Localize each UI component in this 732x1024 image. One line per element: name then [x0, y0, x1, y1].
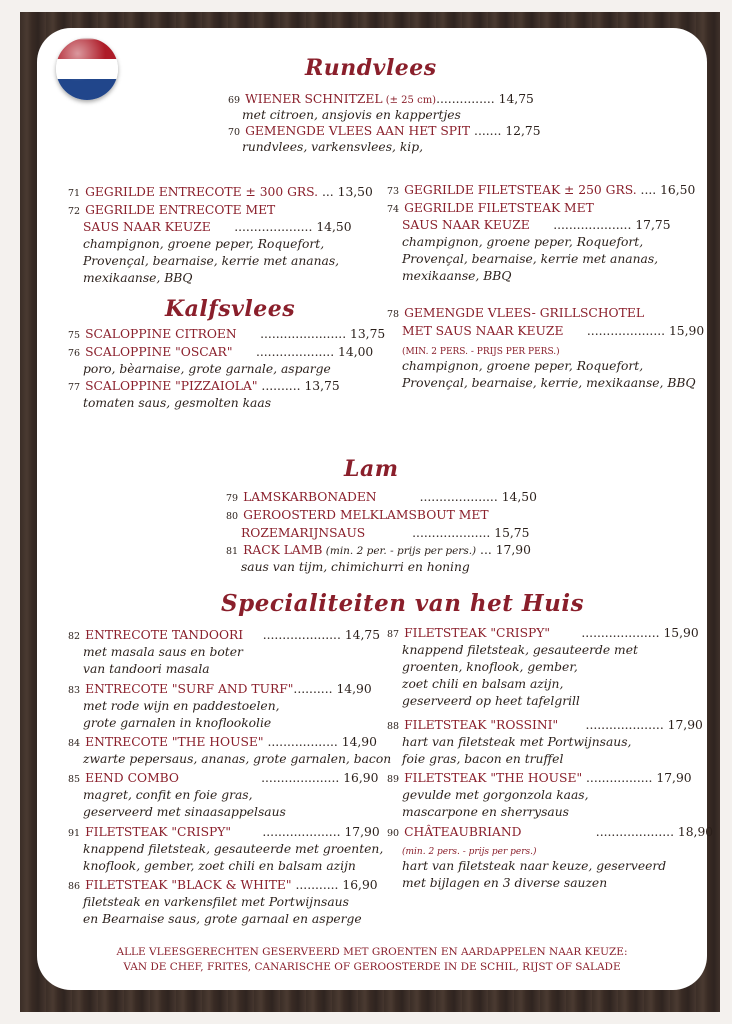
menu-item-88: 88 FILETSTEAK "ROSSINI" .................... 17,90 [387, 718, 703, 732]
section-title-specialiteiten: Specialiteiten van het Huis [221, 590, 585, 617]
section-title-lam: Lam [344, 456, 399, 482]
item-description: Provençal, bearnaise, kerrie met ananas, [402, 252, 659, 266]
item-description: foie gras, bacon en truffel [402, 752, 564, 766]
item-description: knappend filetsteak, gesauteerde met [402, 643, 638, 657]
item-description: rundvlees, varkensvlees, kip, [242, 140, 423, 154]
menu-item-87: 87 FILETSTEAK "CRISPY" .................... 15,90 [387, 626, 699, 640]
item-description: knoflook, gember, zoet chili en balsam azijn [83, 859, 356, 873]
menu-item-80-line2: ROZEMARIJNSAUS .................... 15,75 [241, 526, 530, 540]
item-note: (min. 2 pers. - prijs per pers.) [402, 847, 537, 857]
item-description: grote garnalen in knoflookolie [83, 716, 272, 730]
menu-item-84: 84 ENTRECOTE "THE HOUSE" .................. 14,90 [68, 735, 377, 749]
item-description: Provençal, bearnaise, kerrie, mexikaanse, BBQ [402, 376, 696, 390]
item-description: hart van filetsteak met Portwijnsaus, [402, 735, 632, 749]
footer-line-1: ALLE VLEESGERECHTEN GESERVEERD MET GROENTEN EN AARDAPPELEN NAAR KEUZE: [116, 946, 628, 958]
menu-item-85: 85 EEND COMBO .................... 16,90 [68, 771, 379, 785]
item-description: poro, bèarnaise, grote garnale, asparge [83, 362, 331, 376]
footer-line-2: VAN DE CHEF, FRITES, CANARISCHE OF GEROOSTERDE IN DE SCHIL, RIJST OF SALADE [123, 961, 621, 973]
item-note: (MIN. 2 PERS. - PRIJS PER PERS.) [402, 347, 560, 357]
menu-item-86: 86 FILETSTEAK "BLACK & WHITE" ........... 16,90 [68, 878, 378, 892]
item-description: van tandoori masala [83, 662, 210, 676]
menu-item-74-line2: SAUS NAAR KEUZE .................... 17,75 [402, 218, 671, 232]
menu-item-89: 89 FILETSTEAK "THE HOUSE" ................. 17,90 [387, 771, 692, 785]
menu-item-71: 71 GEGRILDE ENTRECOTE ± 300 GRS. ... 13,50 [68, 185, 373, 199]
item-description: gevulde met gorgonzola kaas, [402, 788, 589, 802]
dutch-flag-icon [56, 38, 118, 100]
menu-item-77: 77 SCALOPPINE "PIZZAIOLA" .......... 13,75 [68, 379, 340, 393]
item-description: filetsteak en varkensfilet met Portwijnsaus [83, 895, 349, 909]
item-description: champignon, groene peper, Roquefort, [402, 235, 644, 249]
menu-item-70: 70 GEMENGDE VLEES AAN HET SPIT ....... 12,75 [228, 124, 541, 138]
item-description: met bijlagen en 3 diverse sauzen [402, 876, 608, 890]
menu-item-79: 79 LAMSKARBONADEN .................... 14,50 [226, 490, 537, 504]
item-description: mexikaanse, BBQ [83, 271, 193, 285]
menu-item-80: 80 GEROOSTERD MELKLAMSBOUT MET [226, 508, 489, 522]
menu-item-73: 73 GEGRILDE FILETSTEAK ± 250 GRS. .... 16,50 [387, 183, 696, 197]
menu-item-72: 72 GEGRILDE ENTRECOTE MET [68, 203, 276, 217]
menu-item-83: 83 ENTRECOTE "SURF AND TURF".......... 14,90 [68, 682, 372, 696]
item-description: champignon, groene peper, Roquefort, [83, 237, 325, 251]
menu-item-75: 75 SCALOPPINE CITROEN ...................... 13,75 [68, 327, 386, 341]
item-description: mascarpone en sherrysaus [402, 805, 569, 819]
item-description: geserveerd met sinaasappelsaus [83, 805, 286, 819]
item-description: hart van filetsteak naar keuze, geserveerd [402, 859, 667, 873]
item-description: champignon, groene peper, Roquefort, [402, 359, 644, 373]
menu-item-78: 78 GEMENGDE VLEES- GRILLSCHOTEL [387, 306, 644, 320]
item-description: zwarte pepersaus, ananas, grote garnalen, bacon [83, 752, 392, 766]
item-description: tomaten saus, gesmolten kaas [83, 396, 272, 410]
menu-item-74: 74 GEGRILDE FILETSTEAK MET [387, 201, 594, 215]
menu-item-91: 91 FILETSTEAK "CRISPY" .................... 17,90 [68, 825, 380, 839]
menu-item-69: 69 WIENER SCHNITZEL (± 25 cm)............... 14,75 [228, 92, 534, 106]
section-title-kalfsvlees: Kalfsvlees [165, 296, 296, 322]
item-description: groenten, knoflook, gember, [402, 660, 578, 674]
menu-item-72-line2: SAUS NAAR KEUZE .................... 14,50 [83, 220, 352, 234]
item-description: zoet chili en balsam azijn, [402, 677, 564, 691]
item-description: en Bearnaise saus, grote garnaal en asperge [83, 912, 362, 926]
item-description: met rode wijn en paddestoelen, [83, 699, 280, 713]
menu-item-76: 76 SCALOPPINE "OSCAR" .................... 14,00 [68, 345, 374, 359]
section-title-rundvlees: Rundvlees [305, 55, 437, 81]
item-description: saus van tijm, chimichurri en honing [241, 560, 470, 574]
item-description: met masala saus en boter [83, 645, 243, 659]
menu-item-82: 82 ENTRECOTE TANDOORI .................... 14,75 [68, 628, 381, 642]
item-description: magret, confit en foie gras, [83, 788, 253, 802]
item-description: geserveerd op heet tafelgrill [402, 694, 580, 708]
menu-item-78-line2: MET SAUS NAAR KEUZE .................... 15,90 [402, 324, 705, 338]
menu-item-90: 90 CHÂTEAUBRIAND .................... 18,90 [387, 825, 714, 839]
item-description: Provençal, bearnaise, kerrie met ananas, [83, 254, 340, 268]
menu-item-81: 81 RACK LAMB (min. 2 per. - prijs per pers.) ... 17,90 [226, 543, 531, 557]
item-description: mexikaanse, BBQ [402, 269, 512, 283]
item-description: knappend filetsteak, gesauteerde met groenten, [83, 842, 384, 856]
item-description: met citroen, ansjovis en kappertjes [242, 108, 461, 122]
